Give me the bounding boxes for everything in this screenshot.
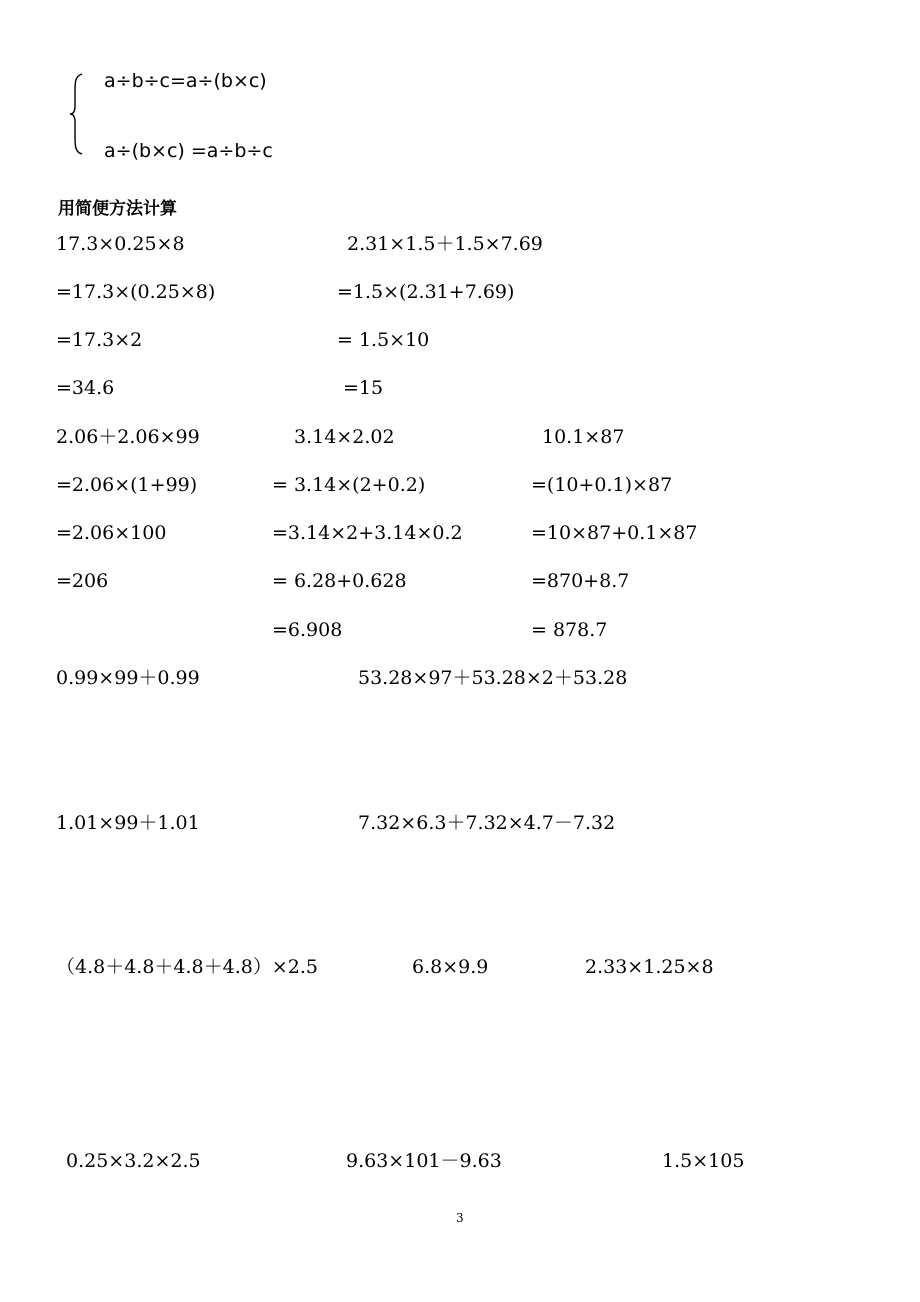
example5-line: = 878.7 <box>531 619 608 641</box>
example1-line: 17.3×0.25×8 <box>56 233 185 255</box>
left-brace <box>68 72 84 156</box>
example1-line: =17.3×(0.25×8) <box>56 281 216 303</box>
example4-line: 3.14×2.02 <box>294 426 395 448</box>
exercise: 0.99×99＋0.99 <box>56 667 200 689</box>
example5-line: =10×87+0.1×87 <box>531 522 698 544</box>
example3-line: =2.06×100 <box>56 522 167 544</box>
example5-line: =870+8.7 <box>531 570 630 592</box>
exercise: （4.8＋4.8＋4.8＋4.8）×2.5 <box>56 956 319 978</box>
exercise: 9.63×101－9.63 <box>346 1150 502 1172</box>
example5-line: 10.1×87 <box>542 426 625 448</box>
example1-line: =17.3×2 <box>56 329 143 351</box>
example2-line: 2.31×1.5＋1.5×7.69 <box>347 233 543 255</box>
formula-rule-1: a÷b÷c=a÷(b×c) <box>104 70 267 92</box>
example4-line: =3.14×2+3.14×0.2 <box>272 522 463 544</box>
example1-line: =34.6 <box>56 377 115 399</box>
example3-line: =2.06×(1+99) <box>56 474 198 496</box>
exercise: 6.8×9.9 <box>412 956 489 978</box>
formula-rule-2: a÷(b×c) =a÷b÷c <box>104 140 273 162</box>
example2-line: = 1.5×10 <box>337 329 430 351</box>
example3-line: =206 <box>56 570 109 592</box>
example4-line: =6.908 <box>272 619 343 641</box>
section-title: 用简便方法计算 <box>58 199 177 219</box>
exercise: 2.33×1.25×8 <box>585 956 714 978</box>
example3-line: 2.06＋2.06×99 <box>56 426 200 448</box>
exercise: 1.01×99＋1.01 <box>56 812 200 834</box>
exercise: 7.32×6.3＋7.32×4.7－7.32 <box>358 812 616 834</box>
example2-line: =1.5×(2.31+7.69) <box>337 281 515 303</box>
example5-line: =(10+0.1)×87 <box>531 474 673 496</box>
example2-line: =15 <box>343 377 384 399</box>
example4-line: = 3.14×(2+0.2) <box>272 474 426 496</box>
page-number: 3 <box>456 1211 464 1225</box>
exercise: 53.28×97＋53.28×2＋53.28 <box>358 667 628 689</box>
exercise: 0.25×3.2×2.5 <box>66 1150 201 1172</box>
example4-line: = 6.28+0.628 <box>272 570 407 592</box>
exercise: 1.5×105 <box>662 1150 745 1172</box>
